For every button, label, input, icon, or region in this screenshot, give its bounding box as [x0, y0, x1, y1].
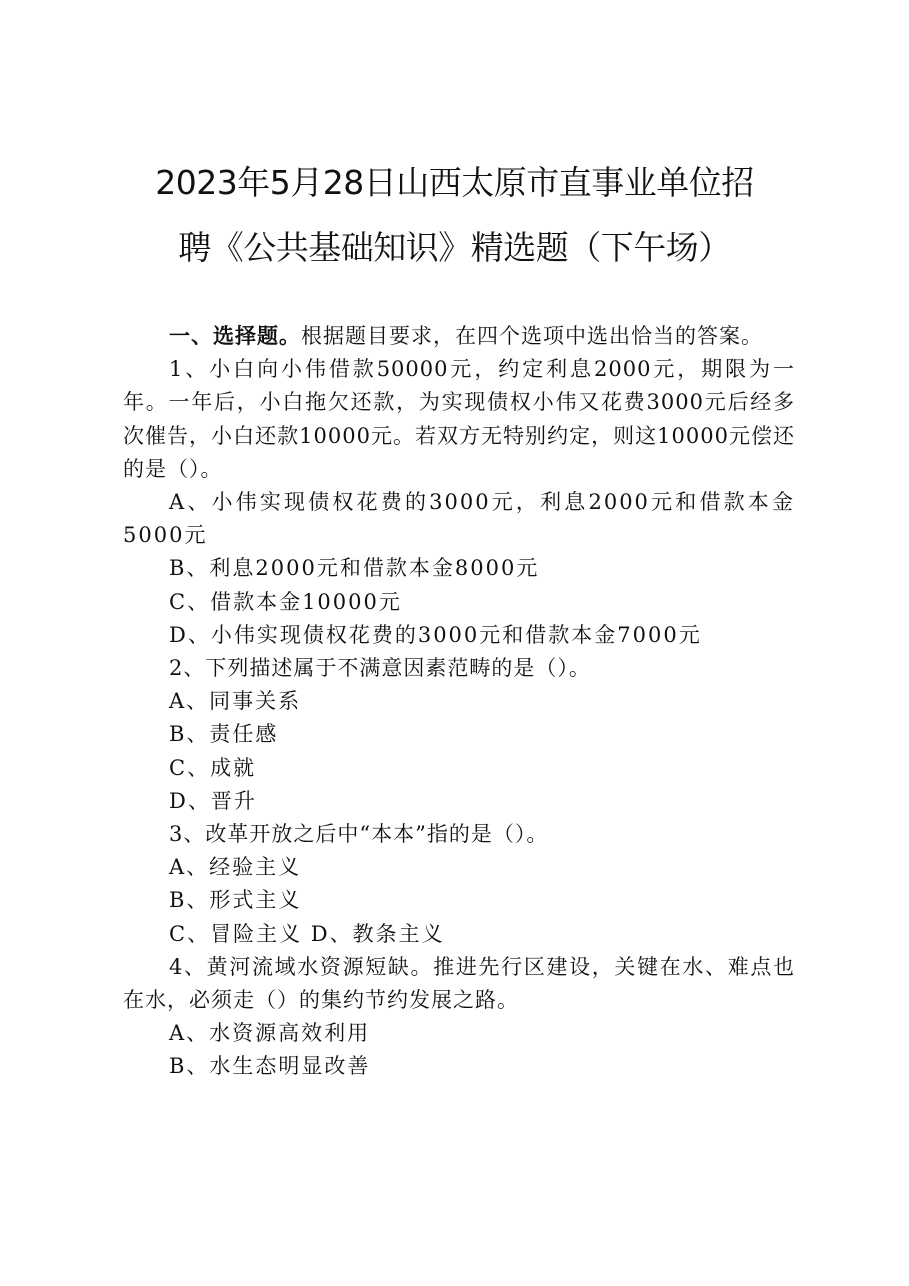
section-intro-paragraph [123, 319, 795, 353]
question-1-option-b: B、利息2000元和借款本金8000元 [169, 556, 540, 581]
question-2-option-d: D、晋升 [169, 788, 257, 813]
question-1-option-d: D、小伟实现债权花费的3000元和借款本金7000元 [169, 622, 702, 647]
document-title-line-1: 2023年5月28日山西太原市直事业单位招 [155, 163, 754, 202]
question-2-option-b: B、责任感 [169, 722, 279, 747]
section-intro: 根据题目要求，在四个选项中选出恰当的答案。 [301, 324, 763, 348]
question-2-stem: 2、下列描述属于不满意因素范畴的是（）。 [169, 656, 591, 681]
question-4-stem: 4、黄河流域水资源短缺。推进先行区建设，关键在水、难点也在水，必须走（）的集约节约发展之路。 [123, 954, 795, 1013]
document-title-line-2: 聘《公共基础知识》精选题（下午场） [178, 228, 731, 267]
question-3-option-b: B、形式主义 [169, 888, 302, 913]
section-heading: 一、选择题。 [169, 323, 301, 348]
question-3-option-a: A、经验主义 [169, 855, 302, 880]
question-1-option-a: A、小伟实现债权花费的3000元，利息2000元和借款本金5000元 [123, 490, 795, 548]
question-2-option-c: C、成就 [169, 755, 257, 780]
question-4-option-b: B、水生态明显改善 [169, 1054, 371, 1079]
question-1-option-c: C、借款本金10000元 [169, 589, 402, 614]
question-2-option-a: A、同事关系 [169, 689, 302, 714]
question-3-stem: 3、改革开放之后中“本本”指的是（）。 [169, 822, 549, 847]
question-1-stem: 1、小白向小伟借款50000元，约定利息2000元，期限为一年。一年后，小白拖欠还款，为实现债权小伟又花费3000元后经多次催告，小白还款10000元。若双方无特别约定，则这10000元偿还的是（）。 [123, 357, 795, 481]
document-body [123, 319, 795, 1084]
question-4-option-a: A、水资源高效利用 [169, 1021, 371, 1046]
question-3-option-c-d: C、冒险主义 D、教条主义 [169, 921, 445, 946]
